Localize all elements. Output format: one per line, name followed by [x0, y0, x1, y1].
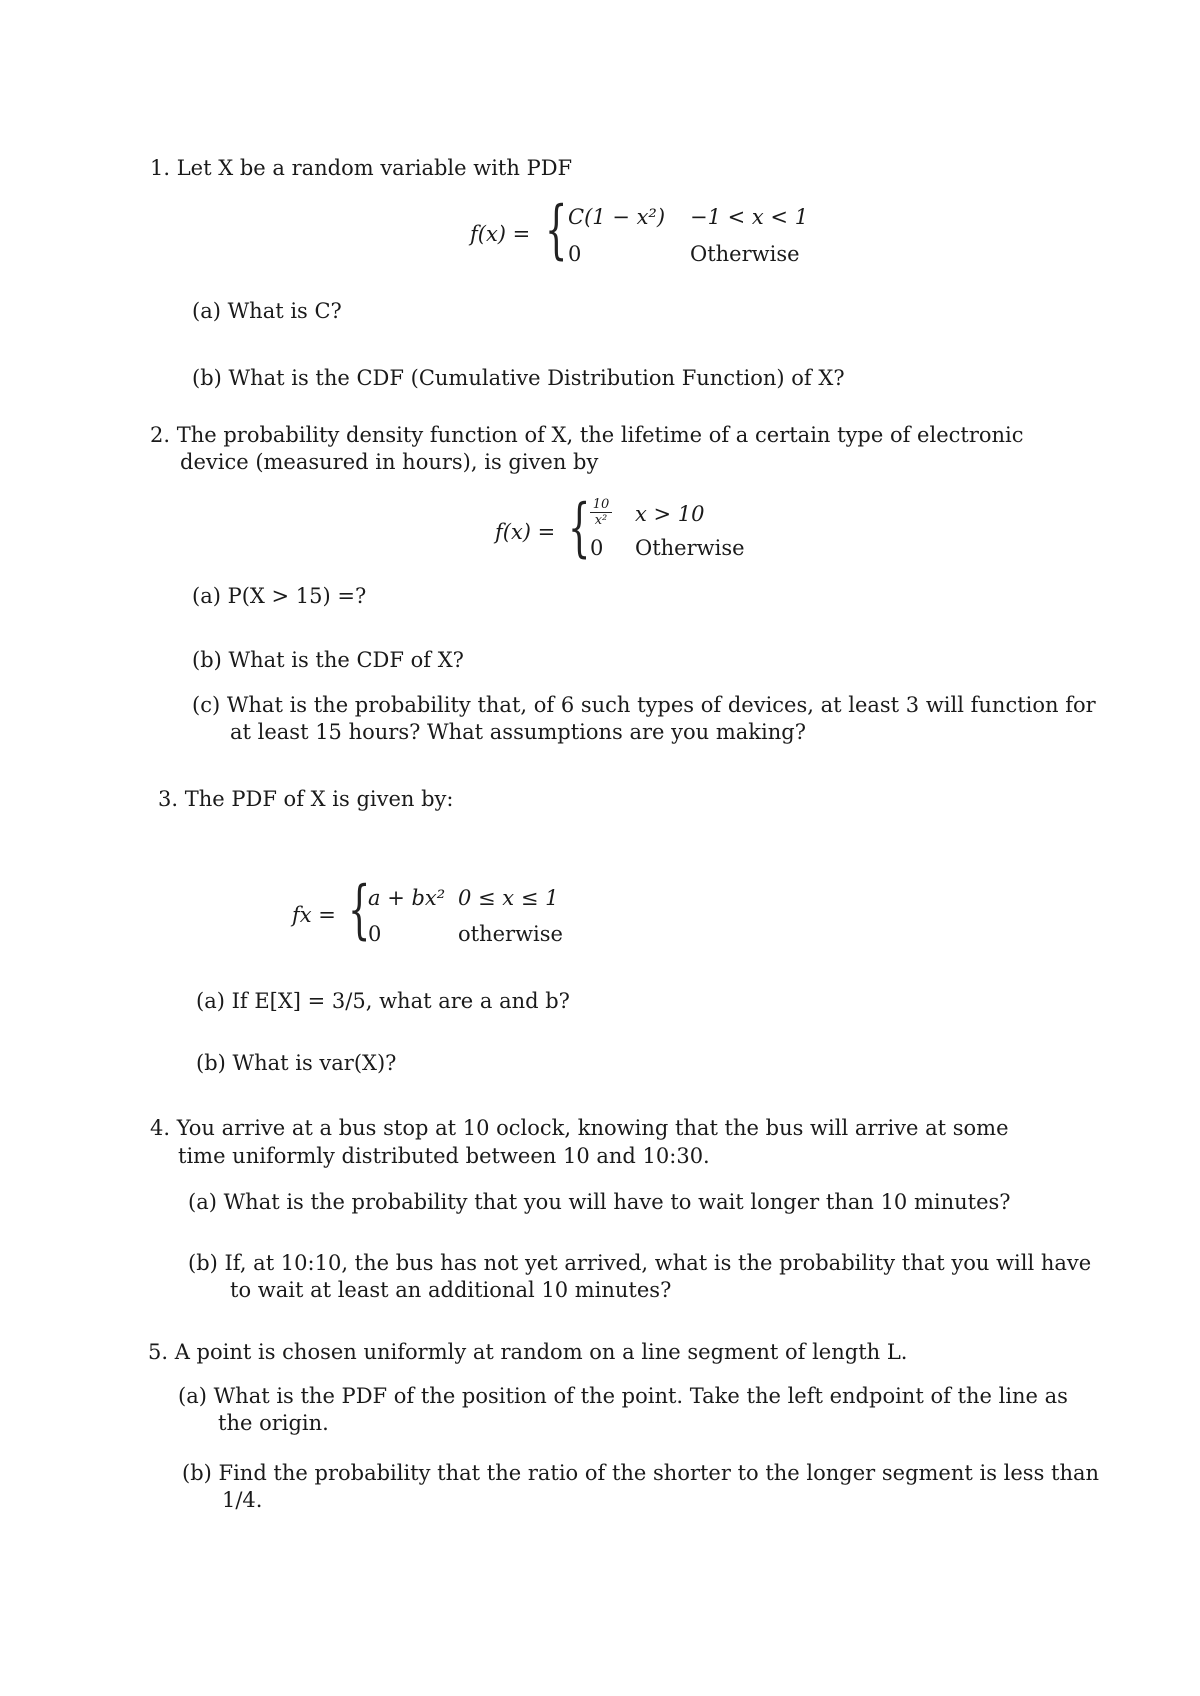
q2-case1-fraction [590, 498, 612, 527]
q5-stem: 5. A point is chosen uniformly at random on a line segment of length L. [148, 1340, 908, 1364]
q1-case2-expr: 0 [568, 242, 582, 266]
q4-part-a: (a) What is the probability that you will have to wait longer than 10 minutes? [188, 1190, 1011, 1214]
q1-part-b: (b) What is the CDF (Cumulative Distribution Function) of X? [192, 366, 845, 390]
q2-case1-cond: x > 10 [635, 502, 705, 526]
q1-eq-lhs: f(x) = [470, 222, 531, 246]
q1-part-a: (a) What is C? [192, 299, 342, 323]
q3-case2-cond: otherwise [458, 922, 563, 946]
q3-eq-lhs: fx = [292, 903, 336, 927]
q4-stem-line1: 4. You arrive at a bus stop at 10 oclock, knowing that the bus will arrive at some [150, 1116, 1009, 1140]
q3-part-a: (a) If E[X] = 3/5, what are a and b? [196, 989, 570, 1013]
q1-case1-expr: C(1 − x²) [568, 205, 666, 229]
q3-case1-expr: a + bx² [368, 886, 446, 910]
q2-part-b: (b) What is the CDF of X? [192, 648, 464, 672]
q5-part-b-line1: (b) Find the probability that the ratio of the shorter to the longer segment is less than [182, 1461, 1100, 1485]
q2-stem-line2: device (measured in hours), is given by [180, 450, 599, 474]
q2-eq-lhs: f(x) = [495, 520, 556, 544]
q3-brace: { [348, 873, 371, 947]
q1-brace: { [545, 193, 568, 267]
q5-part-a-line1: (a) What is the PDF of the position of the point. Take the left endpoint of the line as [178, 1384, 1068, 1408]
q1-stem: 1. Let X be a random variable with PDF [150, 156, 573, 180]
q3-case2-expr: 0 [368, 922, 382, 946]
q2-brace: { [568, 491, 591, 565]
q2-part-c-line1: (c) What is the probability that, of 6 such types of devices, at least 3 will function for [192, 693, 1096, 717]
q3-part-b: (b) What is var(X)? [196, 1051, 397, 1075]
q3-stem: 3. The PDF of X is given by: [158, 787, 454, 811]
q2-case1-den: x² [594, 513, 608, 528]
q5-part-a-line2: the origin. [218, 1411, 329, 1435]
q4-stem-line2: time uniformly distributed between 10 and 10:30. [178, 1144, 710, 1168]
q4-part-b-line1: (b) If, at 10:10, the bus has not yet arrived, what is the probability that you will have [188, 1251, 1092, 1275]
q5-part-b-line2: 1/4. [222, 1488, 263, 1512]
q2-case2-expr: 0 [590, 536, 604, 560]
q1-case2-cond: Otherwise [690, 242, 800, 266]
q2-part-c-line2: at least 15 hours? What assumptions are you making? [230, 720, 806, 744]
q3-case1-cond: 0 ≤ x ≤ 1 [458, 886, 559, 910]
q2-case2-cond: Otherwise [635, 536, 745, 560]
q2-part-a: (a) P(X > 15) =? [192, 584, 367, 608]
q2-stem-line1: 2. The probability density function of X, the lifetime of a certain type of electronic [150, 423, 1024, 447]
q4-part-b-line2: to wait at least an additional 10 minutes? [230, 1278, 672, 1302]
q1-case1-cond: −1 < x < 1 [690, 205, 809, 229]
q2-case1-num: 10 [592, 497, 610, 512]
